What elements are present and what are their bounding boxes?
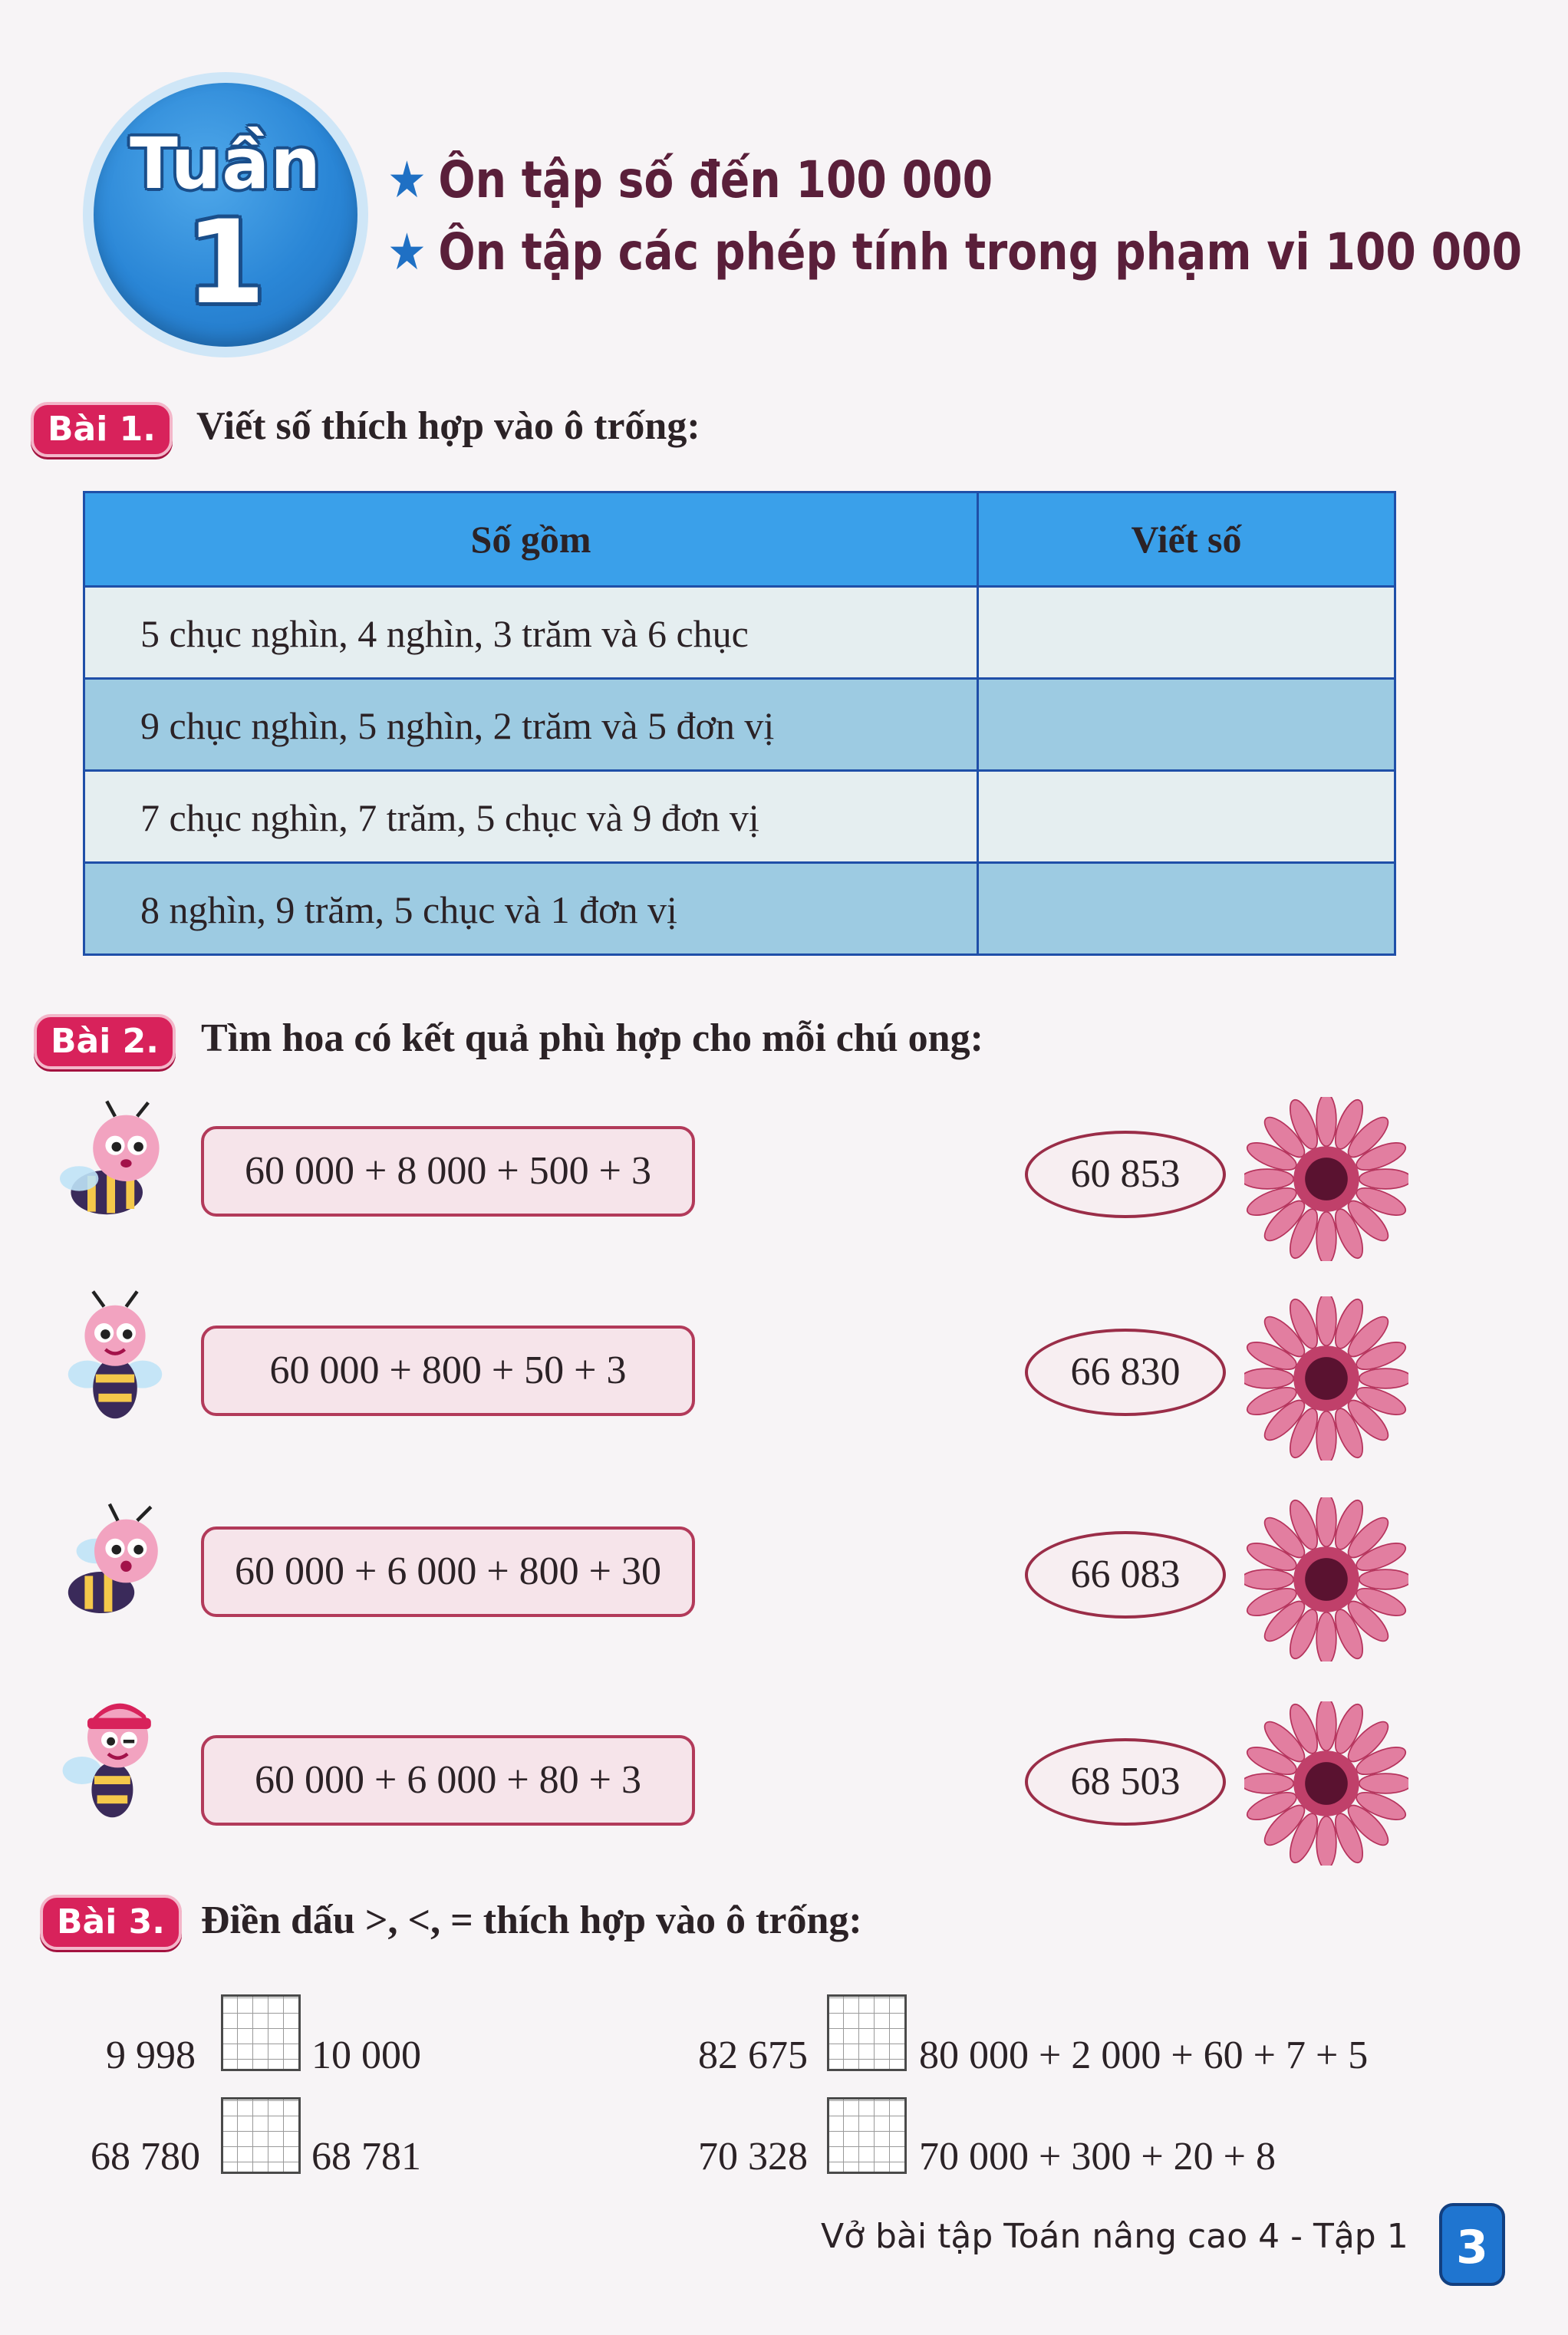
- comparison-right-1: 10 000: [311, 2034, 421, 2077]
- result-oval-3[interactable]: 66 083: [1025, 1531, 1226, 1619]
- week-badge-number: 1: [185, 196, 266, 330]
- expression-box-3[interactable]: 60 000 + 6 000 + 800 + 30: [201, 1526, 695, 1617]
- topic-1: [387, 150, 993, 209]
- expression-box-1[interactable]: 60 000 + 8 000 + 500 + 3: [201, 1126, 695, 1217]
- sign-input-box-1[interactable]: [221, 1994, 301, 2071]
- answer-cell[interactable]: [979, 772, 1394, 861]
- table-column-divider: [977, 493, 979, 953]
- table-cell-composition: 8 nghìn, 9 trăm, 5 chục và 1 đơn vị: [140, 888, 677, 931]
- exercise-1-tag: Bài 1.: [31, 402, 173, 457]
- answer-cell[interactable]: [979, 588, 1394, 677]
- topic-2-text: Ôn tập các phép tính trong phạm vi 100 000: [438, 222, 1523, 282]
- exercise-2-title: Tìm hoa có kết quả phù hợp cho mỗi chú ong:: [201, 1016, 983, 1060]
- comparison-right-3: 68 781: [311, 2135, 421, 2179]
- comparison-right-4: 70 000 + 300 + 20 + 8: [919, 2135, 1276, 2179]
- sign-input-box-4[interactable]: [827, 2097, 907, 2174]
- page-number: 3: [1439, 2203, 1505, 2286]
- topic-1-text: Ôn tập số đến 100 000: [438, 150, 993, 209]
- comparison-left-2: 82 675: [698, 2034, 808, 2077]
- flower-icon[interactable]: [1244, 1701, 1408, 1866]
- comparison-left-4: 70 328: [698, 2135, 808, 2179]
- table-cell-composition: 7 chục nghìn, 7 trăm, 5 chục và 9 đơn vị: [140, 796, 759, 839]
- week-badge-label: Tuần: [130, 123, 321, 205]
- exercise-3-tag: Bài 3.: [40, 1895, 182, 1950]
- exercise-1-title: Viết số thích hợp vào ô trống:: [196, 404, 700, 448]
- bee-icon: [46, 1496, 184, 1634]
- table-row: [85, 585, 1394, 677]
- sign-input-box-3[interactable]: [221, 2097, 301, 2174]
- table-row: [85, 861, 1394, 953]
- table-cell-composition: 5 chục nghìn, 4 nghìn, 3 trăm và 6 chục: [140, 612, 749, 655]
- star-icon: ★: [387, 222, 427, 282]
- exercise-2-tag: Bài 2.: [34, 1014, 176, 1069]
- bee-icon: [46, 1289, 184, 1427]
- flower-icon[interactable]: [1244, 1097, 1408, 1261]
- comparison-left-1: 9 998: [106, 2034, 196, 2077]
- exercise-1-table: [83, 491, 1396, 956]
- result-oval-1[interactable]: 60 853: [1025, 1131, 1226, 1218]
- table-cell-composition: 9 chục nghìn, 5 nghìn, 2 trăm và 5 đơn vị: [140, 704, 775, 747]
- star-icon: ★: [387, 150, 427, 209]
- expression-box-4[interactable]: 60 000 + 6 000 + 80 + 3: [201, 1735, 695, 1826]
- book-title: Vở bài tập Toán nâng cao 4 - Tập 1: [821, 2217, 1408, 2256]
- answer-cell[interactable]: [979, 864, 1394, 953]
- bee-icon: [46, 1688, 184, 1826]
- comparison-left-3: 68 780: [91, 2135, 200, 2179]
- flower-icon[interactable]: [1244, 1296, 1408, 1461]
- topic-2: [387, 222, 1522, 282]
- bee-icon: [46, 1098, 184, 1237]
- result-oval-4[interactable]: 68 503: [1025, 1738, 1226, 1826]
- table-row: [85, 677, 1394, 769]
- table-header-row: [85, 493, 1394, 585]
- sign-input-box-2[interactable]: [827, 1994, 907, 2071]
- result-oval-2[interactable]: 66 830: [1025, 1329, 1226, 1416]
- column-header-composition: Số gồm: [470, 518, 591, 561]
- exercise-3-title: Điền dấu >, <, = thích hợp vào ô trống:: [201, 1899, 862, 1942]
- table-row: [85, 769, 1394, 861]
- answer-cell[interactable]: [979, 680, 1394, 769]
- expression-box-2[interactable]: 60 000 + 800 + 50 + 3: [201, 1326, 695, 1416]
- comparison-right-2: 80 000 + 2 000 + 60 + 7 + 5: [919, 2034, 1369, 2077]
- column-header-write-number: Viết số: [1131, 518, 1242, 561]
- flower-icon[interactable]: [1244, 1497, 1408, 1662]
